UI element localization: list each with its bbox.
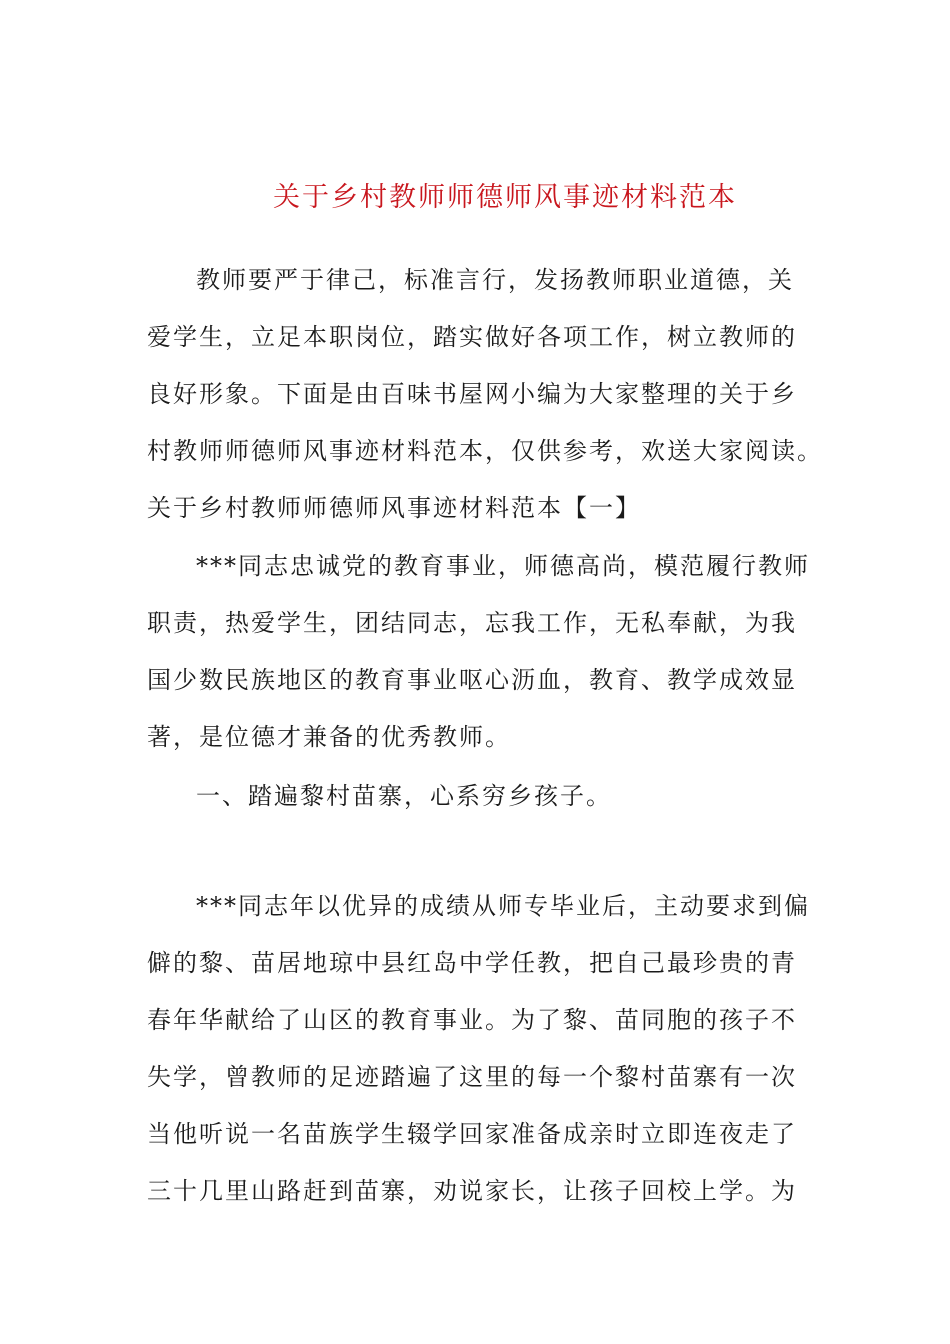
paragraph-line: 教师要严于律己，标准言行，发扬教师职业道德，关	[196, 266, 794, 294]
paragraph-line: 村教师师德师风事迹材料范本，仅供参考，欢送大家阅读。	[147, 437, 823, 465]
subsection-heading: 一、踏遍黎村苗寨，心系穷乡孩子。	[196, 782, 612, 810]
paragraph-line: ***同志年以优异的成绩从师专毕业后，主动要求到偏	[196, 892, 810, 920]
paragraph-line: 国少数民族地区的教育事业呕心沥血，教育、教学成效显	[147, 666, 797, 694]
paragraph-line: 僻的黎、苗居地琼中县红岛中学任教，把自己最珍贵的青	[147, 949, 797, 977]
paragraph-line: 失学，曾教师的足迹踏遍了这里的每一个黎村苗寨有一次	[147, 1063, 797, 1091]
paragraph-line: 职责，热爱学生，团结同志，忘我工作，无私奉献，为我	[147, 609, 797, 637]
paragraph-line: 良好形象。下面是由百味书屋网小编为大家整理的关于乡	[147, 380, 797, 408]
paragraph-line: ***同志忠诚党的教育事业，师德高尚，模范履行教师	[196, 552, 810, 580]
paragraph-line: 春年华献给了山区的教育事业。为了黎、苗同胞的孩子不	[147, 1006, 797, 1034]
paragraph-line: 著，是位德才兼备的优秀教师。	[147, 723, 511, 751]
paragraph-line: 当他听说一名苗族学生辍学回家准备成亲时立即连夜走了	[147, 1120, 797, 1148]
section-heading: 关于乡村教师师德师风事迹材料范本【一】	[147, 494, 641, 522]
document-title: 关于乡村教师师德师风事迹材料范本	[273, 182, 737, 213]
paragraph-line: 爱学生，立足本职岗位，踏实做好各项工作，树立教师的	[147, 323, 797, 351]
paragraph-line: 三十几里山路赶到苗寨，劝说家长，让孩子回校上学。为	[147, 1177, 797, 1205]
